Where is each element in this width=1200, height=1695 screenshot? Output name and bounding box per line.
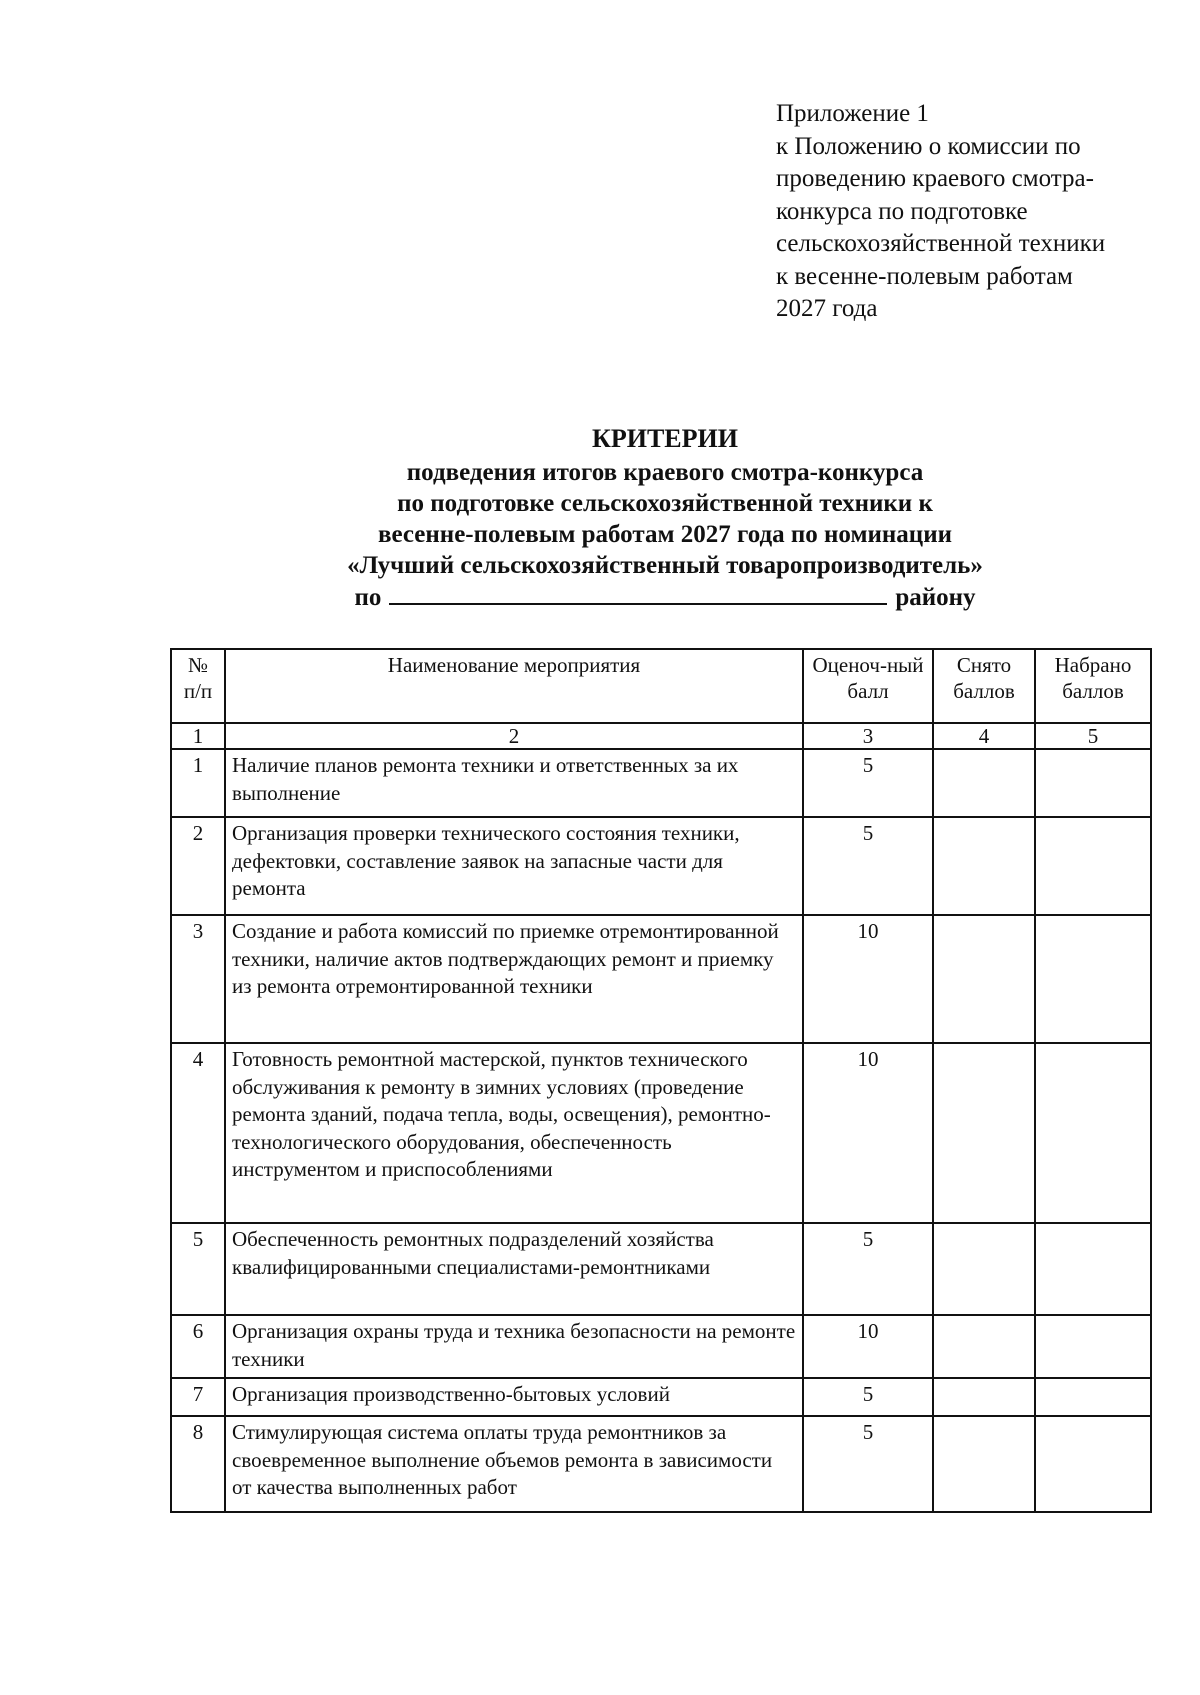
column-number: 4 <box>933 723 1035 749</box>
row-score: 5 <box>803 1416 933 1512</box>
table-row <box>171 1315 1151 1378</box>
row-removed[interactable] <box>933 749 1035 817</box>
row-removed[interactable] <box>933 1043 1035 1223</box>
row-name: Организация производственно-бытовых условий <box>225 1378 803 1416</box>
row-earned[interactable] <box>1035 1043 1151 1223</box>
document-title: КРИТЕРИИ <box>592 424 738 453</box>
row-earned[interactable] <box>1035 817 1151 915</box>
row-num: 7 <box>171 1378 225 1416</box>
row-num: 5 <box>171 1223 225 1315</box>
row-removed[interactable] <box>933 817 1035 915</box>
criteria-table <box>170 648 1152 1513</box>
table-row <box>171 749 1151 817</box>
appendix-line: к Положению о комиссии по <box>776 132 1081 160</box>
table-row <box>171 915 1151 1043</box>
table-row <box>171 1378 1151 1416</box>
table-header-row <box>171 649 1151 723</box>
row-earned[interactable] <box>1035 1315 1151 1378</box>
header-name: Наименование мероприятия <box>225 649 803 723</box>
row-earned[interactable] <box>1035 749 1151 817</box>
row-name: Наличие планов ремонта техники и ответственных за их выполнение <box>225 749 803 817</box>
criteria-heading <box>170 423 1160 613</box>
column-number: 3 <box>803 723 933 749</box>
table-row <box>171 1043 1151 1223</box>
table-row <box>171 1416 1151 1512</box>
appendix-line: Приложение 1 <box>776 100 929 127</box>
column-number: 1 <box>171 723 225 749</box>
appendix-line: к весенне-полевым работам <box>776 262 1073 290</box>
column-number: 2 <box>225 723 803 749</box>
row-score: 5 <box>803 817 933 915</box>
row-num: 8 <box>171 1416 225 1512</box>
row-removed[interactable] <box>933 1416 1035 1512</box>
column-number-row <box>171 723 1151 749</box>
row-name: Создание и работа комиссий по приемке отремонтированной техники, наличие актов подтверждающих ремонт и приемку из ремонта отремонтированной техники <box>225 915 803 1043</box>
row-score: 5 <box>803 1378 933 1416</box>
appendix-block <box>776 98 1176 326</box>
row-score: 10 <box>803 1043 933 1223</box>
row-earned[interactable] <box>1035 1416 1151 1512</box>
row-num: 3 <box>171 915 225 1043</box>
row-name: Готовность ремонтной мастерской, пунктов технического обслуживания к ремонту в зимних условиях (проведение ремонта зданий, подача тепла, воды, освещения), ремонтно-технологического оборудования, обеспеченность инструментом и приспособлениями <box>225 1043 803 1223</box>
row-name: Организация охраны труда и техника безопасности на ремонте техники <box>225 1315 803 1378</box>
row-removed[interactable] <box>933 1223 1035 1315</box>
header-score: Оценоч-ный балл <box>803 649 933 723</box>
row-num: 4 <box>171 1043 225 1223</box>
heading-line: «Лучший сельскохозяйственный товаропроизводитель» <box>347 552 983 579</box>
header-num: № п/п <box>171 649 225 723</box>
row-removed[interactable] <box>933 915 1035 1043</box>
heading-line: по подготовке сельскохозяйственной техники к <box>397 490 933 517</box>
row-num: 6 <box>171 1315 225 1378</box>
row-score: 5 <box>803 749 933 817</box>
row-earned[interactable] <box>1035 1378 1151 1416</box>
row-earned[interactable] <box>1035 1223 1151 1315</box>
district-prefix: по <box>354 584 382 611</box>
header-removed: Снято баллов <box>933 649 1035 723</box>
row-num: 2 <box>171 817 225 915</box>
heading-line: весенне-полевым работам 2027 года по номинации <box>377 521 953 548</box>
row-earned[interactable] <box>1035 915 1151 1043</box>
row-removed[interactable] <box>933 1378 1035 1416</box>
table-row <box>171 1223 1151 1315</box>
row-score: 5 <box>803 1223 933 1315</box>
district-blank-field[interactable] <box>389 581 887 605</box>
row-name: Обеспеченность ремонтных подразделений хозяйства квалифицированными специалистами-ремонтниками <box>225 1223 803 1315</box>
row-name: Организация проверки технического состояния техники, дефектовки, составление заявок на запасные части для ремонта <box>225 817 803 915</box>
district-line <box>170 581 1160 613</box>
heading-line: подведения итогов краевого смотра-конкурса <box>406 459 924 486</box>
district-suffix: району <box>895 584 976 611</box>
row-score: 10 <box>803 915 933 1043</box>
row-num: 1 <box>171 749 225 817</box>
appendix-line: 2027 года <box>776 295 878 322</box>
header-earned: Набрано баллов <box>1035 649 1151 723</box>
appendix-line: проведению краевого смотра- <box>776 165 1094 192</box>
table-row <box>171 817 1151 915</box>
row-score: 10 <box>803 1315 933 1378</box>
row-removed[interactable] <box>933 1315 1035 1378</box>
column-number: 5 <box>1035 723 1151 749</box>
row-name: Стимулирующая система оплаты труда ремонтников за своевременное выполнение объемов ремонта в зависимости от качества выполненных работ <box>225 1416 803 1512</box>
appendix-line: конкурса по подготовке <box>776 197 1028 225</box>
appendix-line: сельскохозяйственной техники <box>776 230 1106 257</box>
